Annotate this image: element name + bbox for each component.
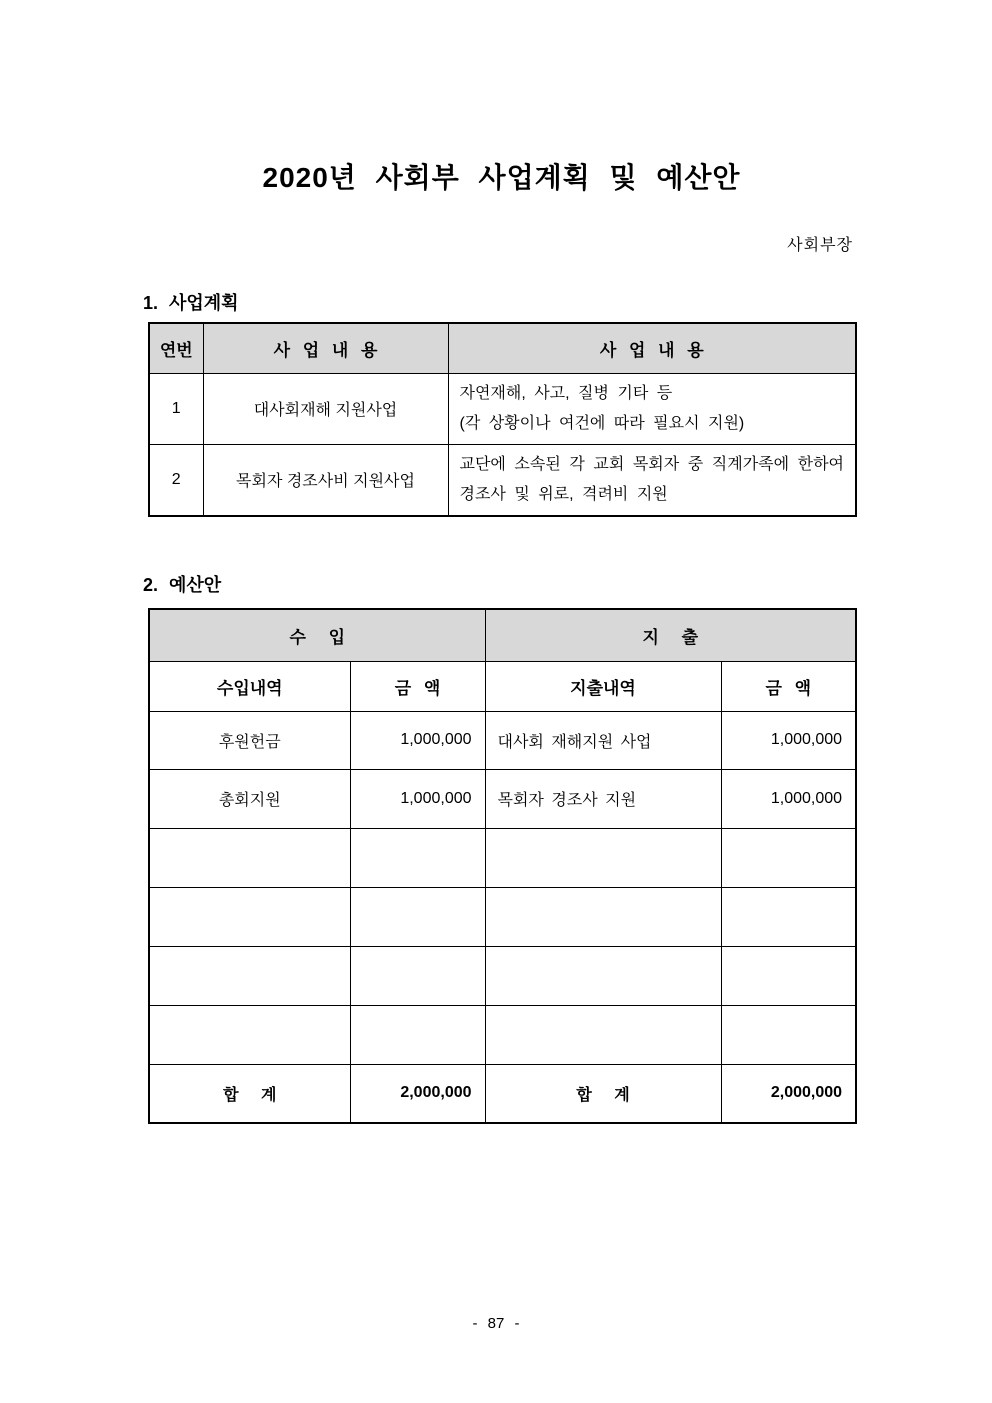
income-amount-header: 금 액: [350, 661, 485, 711]
income-item-cell: [149, 828, 350, 887]
budget-table: [148, 608, 857, 1124]
table-row: [149, 373, 856, 444]
expense-amount-cell: [721, 828, 856, 887]
expense-item-cell: [485, 1005, 721, 1064]
income-total-label: 합 계: [149, 1064, 350, 1123]
business-plan-table: [148, 322, 857, 517]
desc-line: (각 상황이나 여건에 따라 필요시 지원): [459, 414, 745, 432]
expense-amount-cell: [721, 1005, 856, 1064]
income-item-cell: 총회지원: [149, 769, 350, 828]
column-header-detail: 사 업 내 용: [448, 323, 856, 373]
project-name-cell: 목회자 경조사비 지원사업: [203, 444, 448, 516]
expense-item-cell: 대사회 재해지원 사업: [485, 711, 721, 769]
income-amount-cell: 1,000,000: [350, 711, 485, 769]
expense-amount-header: 금 액: [721, 661, 856, 711]
income-item-cell: [149, 1005, 350, 1064]
budget-row: [149, 711, 856, 769]
expense-detail-header: 지출내역: [485, 661, 721, 711]
income-item-cell: 후원헌금: [149, 711, 350, 769]
expense-total-label: 합 계: [485, 1064, 721, 1123]
expense-amount-cell: [721, 946, 856, 1005]
expense-amount-cell: [721, 887, 856, 946]
income-amount-cell: [350, 828, 485, 887]
page-number: - 87 -: [472, 1315, 520, 1332]
total-row: [149, 1064, 856, 1123]
section2-heading: 2. 예산안: [143, 575, 222, 595]
column-header-no: 연번: [149, 323, 203, 373]
budget-row-empty: [149, 887, 856, 946]
expense-amount-cell: 1,000,000: [721, 711, 856, 769]
table-row: [149, 444, 856, 516]
income-item-cell: [149, 887, 350, 946]
expense-total-amount: 2,000,000: [721, 1064, 856, 1123]
expense-item-cell: [485, 946, 721, 1005]
project-desc-cell: [448, 373, 856, 444]
income-group-header: 수 입: [149, 609, 485, 661]
income-total-amount: 2,000,000: [350, 1064, 485, 1123]
expense-item-cell: [485, 887, 721, 946]
income-amount-cell: [350, 887, 485, 946]
desc-line: 자연재해, 사고, 질병 기타 등: [459, 384, 673, 402]
expense-group-header: 지 출: [485, 609, 856, 661]
income-amount-cell: [350, 1005, 485, 1064]
column-header-row: [149, 661, 856, 711]
budget-row-empty: [149, 1005, 856, 1064]
income-amount-cell: 1,000,000: [350, 769, 485, 828]
expense-amount-cell: 1,000,000: [721, 769, 856, 828]
project-name-cell: 대사회재해 지원사업: [203, 373, 448, 444]
budget-row: [149, 769, 856, 828]
budget-row-empty: [149, 946, 856, 1005]
section1-heading: 1. 사업계획: [143, 293, 239, 313]
group-header-row: [149, 609, 856, 661]
income-amount-cell: [350, 946, 485, 1005]
expense-item-cell: [485, 828, 721, 887]
income-item-cell: [149, 946, 350, 1005]
income-detail-header: 수입내역: [149, 661, 350, 711]
project-desc-cell: 교단에 소속된 각 교회 목회자 중 직계가족에 한하여 경조사 및 위로, 격려비 지원: [448, 444, 856, 516]
column-header-project: 사 업 내 용: [203, 323, 448, 373]
author-label: 사회부장: [787, 237, 853, 254]
budget-row-empty: [149, 828, 856, 887]
page-title: 2020년 사회부 사업계획 및 예산안: [262, 162, 741, 193]
expense-item-cell: 목회자 경조사 지원: [485, 769, 721, 828]
row-number-cell: 1: [149, 373, 203, 444]
row-number-cell: 2: [149, 444, 203, 516]
table-header-row: [149, 323, 856, 373]
